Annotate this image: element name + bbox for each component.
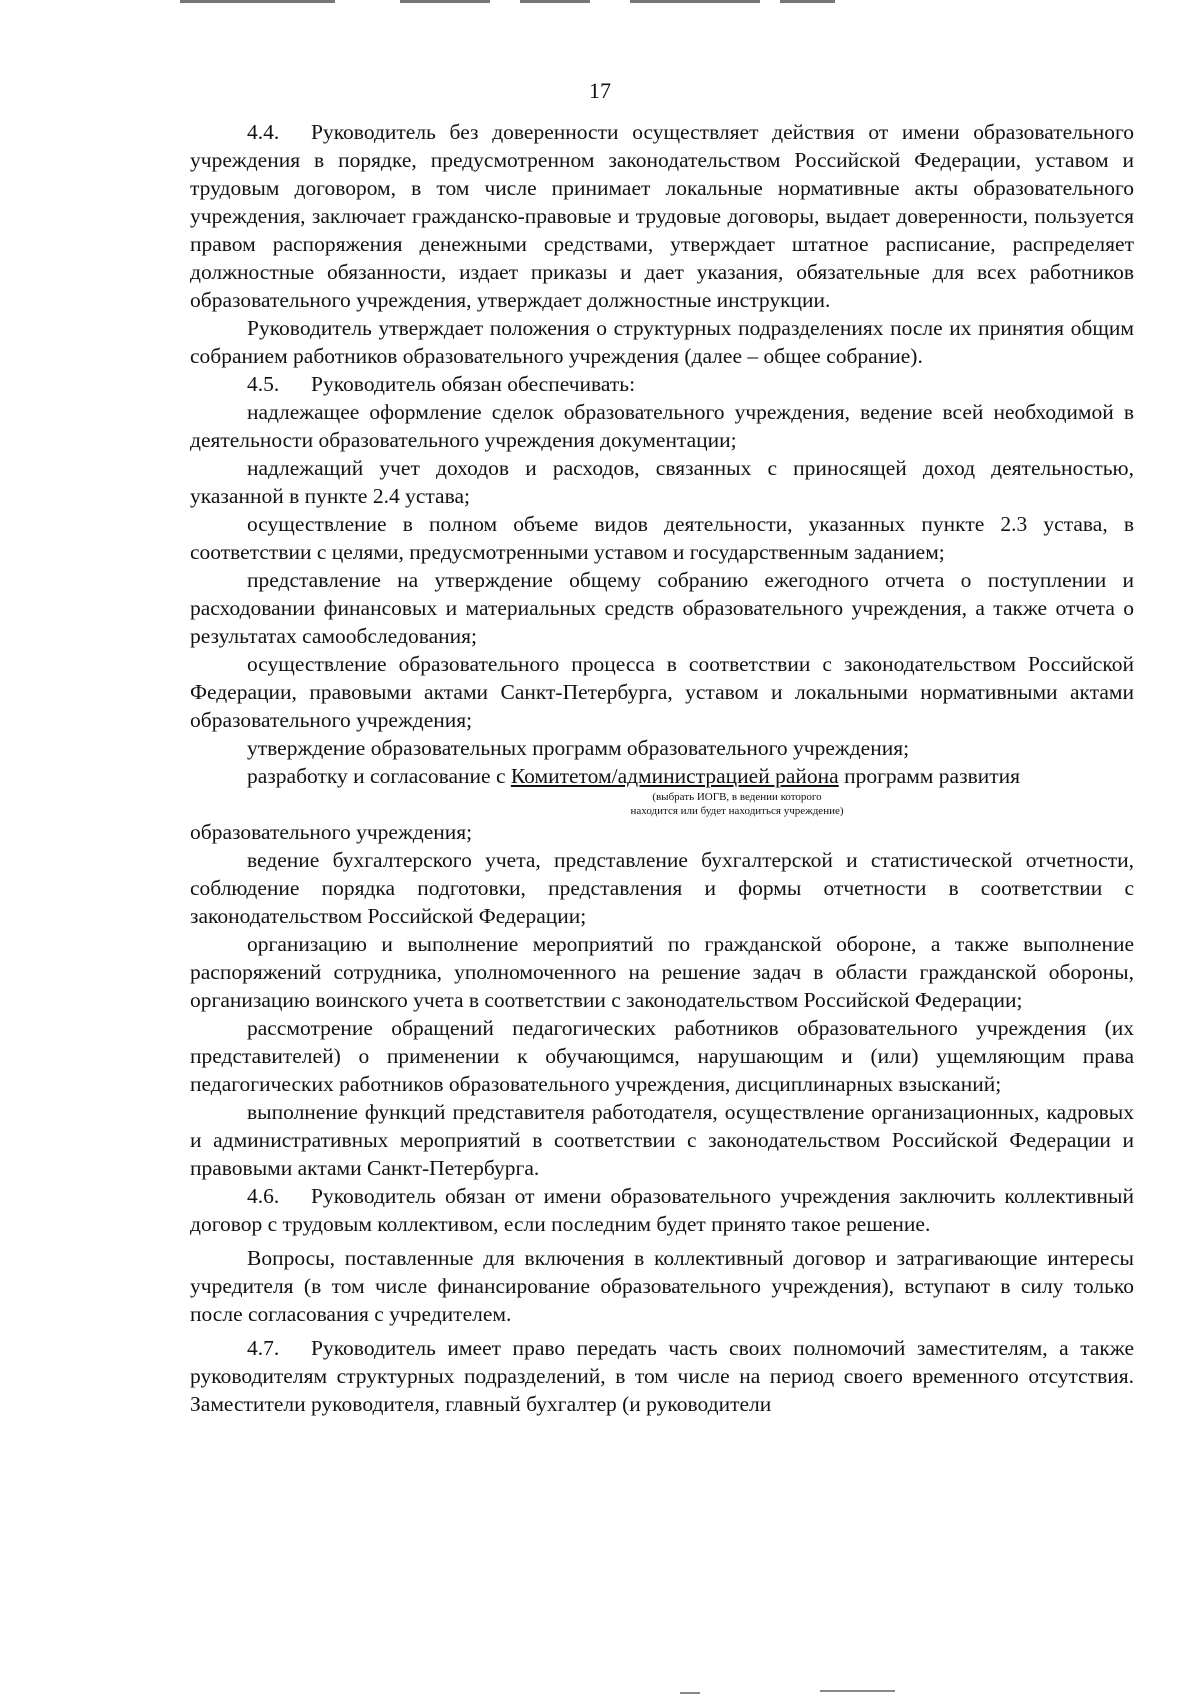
authority-placeholder: Комитетом/администрацией района	[510, 764, 839, 788]
page-number: 17	[589, 78, 611, 103]
paragraph: Вопросы, поставленные для включения в коллективный договор и затрагивающие интересы учредителя (в том числе финансирование образовательного учреждения), вступают в силу только после согласования с учредителем.	[190, 1246, 1134, 1326]
clause-number: 4.4.	[247, 120, 280, 144]
scan-artifact	[180, 0, 335, 3]
scan-artifact	[400, 0, 490, 3]
clause-number: 4.7.	[247, 1336, 280, 1360]
placeholder-hint: (выбрать ИОГВ, в ведении которого	[652, 791, 822, 803]
scan-artifact	[780, 0, 835, 3]
paragraph: 4.4. Руководитель без доверенности осуществляет действия от имени образовательного учреждения в порядке, предусмотренном законодательством Российской Федерации, уставом и трудовым договором, в том числе принимает локальные нормативные акты образовательного учреждения, заключает гражданско-правовые и трудовые договоры, выдает доверенности, пользуется правом распоряжения денежными средствами, утверждает штатное расписание, распределяет должностные обязанности, издает приказы и дает указания, обязательные для всех работников образовательного учреждения, утверждает должностные инструкции.	[190, 120, 1134, 312]
placeholder-hint: находится или будет находиться учреждение)	[630, 805, 844, 817]
document-body	[190, 118, 1134, 1418]
clause-number: 4.6.	[247, 1184, 280, 1208]
scan-artifact	[680, 1692, 700, 1694]
list-item: представление на утверждение общему собранию ежегодного отчета о поступлении и расходовании финансовых и материальных средств образовательного учреждения, а также отчета о результатах самообследования;	[190, 568, 1134, 648]
scan-artifact	[630, 0, 760, 3]
list-item: выполнение функций представителя работодателя, осуществление организационных, кадровых и административных мероприятий в соответствии с законодательством Российской Федерации и правовыми актами Санкт-Петербурга.	[190, 1100, 1134, 1180]
list-item: надлежащий учет доходов и расходов, связанных с приносящей доход деятельностью, указанной в пункте 2.4 устава;	[190, 456, 1134, 508]
list-item: осуществление образовательного процесса в соответствии с законодательством Российской Федерации, правовыми актами Санкт-Петербурга, уставом и локальными нормативными актами образовательного учреждения;	[190, 652, 1134, 732]
paragraph: 4.6. Руководитель обязан от имени образовательного учреждения заключить коллективный договор с трудовым коллективом, если последним будет принято такое решение.	[190, 1184, 1134, 1236]
list-item: организацию и выполнение мероприятий по гражданской обороне, а также выполнение распоряжений сотрудника, уполномоченного на решение задач в области гражданской обороны, организацию воинского учета в соответствии с законодательством Российской Федерации;	[190, 932, 1134, 1012]
paragraph: 4.7. Руководитель имеет право передать часть своих полномочий заместителям, а также руководителям структурных подразделений, в том числе на период своего временного отсутствия. Заместители руководителя, главный бухгалтер (и руководители	[190, 1336, 1134, 1416]
list-item-continuation: образовательного учреждения;	[190, 820, 473, 844]
list-item: осуществление в полном объеме видов деятельности, указанных пункте 2.3 устава, в соответствии с целями, предусмотренными уставом и государственным заданием;	[190, 512, 1134, 564]
list-item: надлежащее оформление сделок образовательного учреждения, ведение всей необходимой в деятельности образовательного учреждения документации;	[190, 400, 1134, 452]
scan-artifact	[820, 1690, 895, 1692]
list-item: рассмотрение обращений педагогических работников образовательного учреждения (их представителей) о применении к обучающимся, нарушающим и (или) ущемляющим права педагогических работников образовательного учреждения, дисциплинарных взысканий;	[190, 1016, 1134, 1096]
paragraph: 4.5. Руководитель обязан обеспечивать:	[247, 372, 636, 396]
paragraph: Руководитель утверждает положения о структурных подразделениях после их принятия общим собранием работников образовательного учреждения (далее – общее собрание).	[190, 316, 1134, 368]
list-item: утверждение образовательных программ образовательного учреждения;	[247, 736, 910, 760]
scan-artifact	[520, 0, 590, 3]
clause-number: 4.5.	[247, 372, 280, 396]
list-item: разработку и согласование с Комитетом/администрацией района программ развития	[247, 764, 1021, 788]
list-item: ведение бухгалтерского учета, представление бухгалтерской и статистической отчетности, соблюдение порядка подготовки, представления и формы отчетности в соответствии с законодательством Российской Федерации;	[190, 848, 1134, 928]
